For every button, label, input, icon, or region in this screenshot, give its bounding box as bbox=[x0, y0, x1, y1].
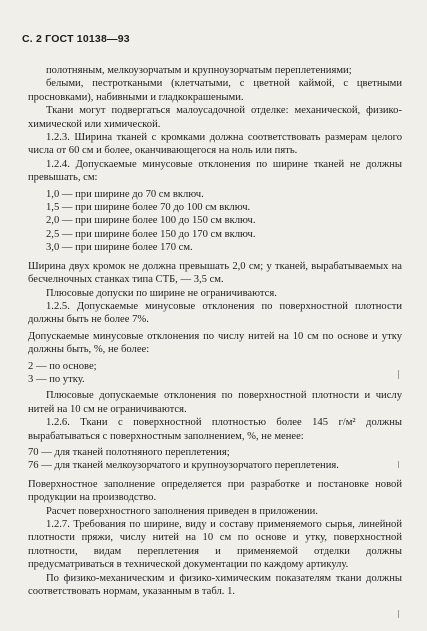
list-item: 2,5 — при ширине более 150 до 170 см включ. bbox=[46, 228, 256, 240]
margin-mark bbox=[398, 370, 399, 379]
list-item: 3 — по утку. bbox=[28, 373, 85, 385]
list-item: 1,5 — при ширине более 70 до 100 см включ. bbox=[46, 202, 251, 214]
paragraph-selvedge-width: Ширина двух кромок не должна превышать 2,0 см; у тканей, вырабатываемых на бесчелночных станках типа СТБ, — 3,5 см. bbox=[28, 260, 402, 286]
margin-mark bbox=[398, 461, 399, 468]
paragraph-finishing: Ткани могут подвергаться малоусадочной отделке: механической, физико-химической или химической. bbox=[28, 105, 402, 130]
thread-tolerance-list bbox=[28, 360, 402, 387]
clause-1-2-5: 1.2.5. Допускаемые минусовые отклонения по поверхностной плотности должны быть не более 7%. bbox=[28, 300, 402, 326]
list-item: 1,0 — при ширине до 70 см включ. bbox=[46, 188, 204, 200]
paragraph-thread-tolerance: Допускаемые минусовые отклонения по числу нитей на 10 см по основе и утку должны быть, %, не более: bbox=[28, 330, 402, 356]
list-item: 70 — для тканей полотняного переплетения; bbox=[28, 446, 230, 458]
clause-1-2-6: 1.2.6. Ткани с поверхностной плотностью более 145 г/м² должны вырабатываться с поверхностным заполнением, %, не менее: bbox=[28, 417, 402, 442]
clause-1-2-7: 1.2.7. Требования по ширине, виду и составу применяемого сырья, линейной плотности пряжи, числу нитей на 10 см по основе и утку, поверхностной плотности, видам переплетения и применяемой отделки должны предусматриваться в технической документации по каждому артикулу. bbox=[28, 519, 402, 571]
document-body bbox=[28, 64, 402, 598]
list-item: 2,0 — при ширине более 100 до 150 см включ. bbox=[46, 215, 256, 227]
margin-mark bbox=[398, 610, 399, 618]
list-item: 76 — для тканей мелкоузорчатого и крупноузорчатого переплетения. bbox=[28, 460, 339, 472]
paragraph-colors: белыми, пестроткаными (клетчатыми, с цветной каймой, с цветными просновками), набивными и гладкокрашеными. bbox=[28, 78, 402, 103]
clause-1-2-4: 1.2.4. Допускаемые минусовые отклонения по ширине тканей не должны превышать, см: bbox=[28, 158, 402, 184]
clause-1-2-3: 1.2.3. Ширина тканей с кромками должна соответствовать размерам целого числа от 60 см и более, оканчивающегося на ноль или пять. bbox=[28, 132, 402, 157]
width-tolerance-list bbox=[28, 188, 402, 255]
list-item: 2 — по основе; bbox=[28, 360, 97, 372]
paragraph-plus-deviations: Плюсовые допускаемые отклонения по поверхностной плотности и числу нитей на 10 см не ограничиваются. bbox=[28, 390, 402, 415]
paragraph-fill-calculation: Расчет поверхностного заполнения приведен в приложении. bbox=[46, 505, 318, 517]
list-item: 3,0 — при ширине более 170 см. bbox=[46, 242, 193, 254]
page-header: С. 2 ГОСТ 10138—93 bbox=[22, 33, 130, 45]
paragraph-fill-definition: Поверхностное заполнение определяется при разработке и постановке новой продукции на производство. bbox=[28, 478, 402, 504]
paragraph-table-reference: По физико-механическим и физико-химическим показателям ткани должны соответствовать нормам, указанным в табл. 1. bbox=[28, 572, 402, 598]
paragraph-weaves: полотняным, мелкоузорчатым и крупноузорчатым переплетениями; bbox=[46, 65, 352, 76]
fill-list bbox=[28, 446, 402, 473]
paragraph-plus-tolerance: Плюсовые допуски по ширине не ограничиваются. bbox=[46, 287, 277, 299]
